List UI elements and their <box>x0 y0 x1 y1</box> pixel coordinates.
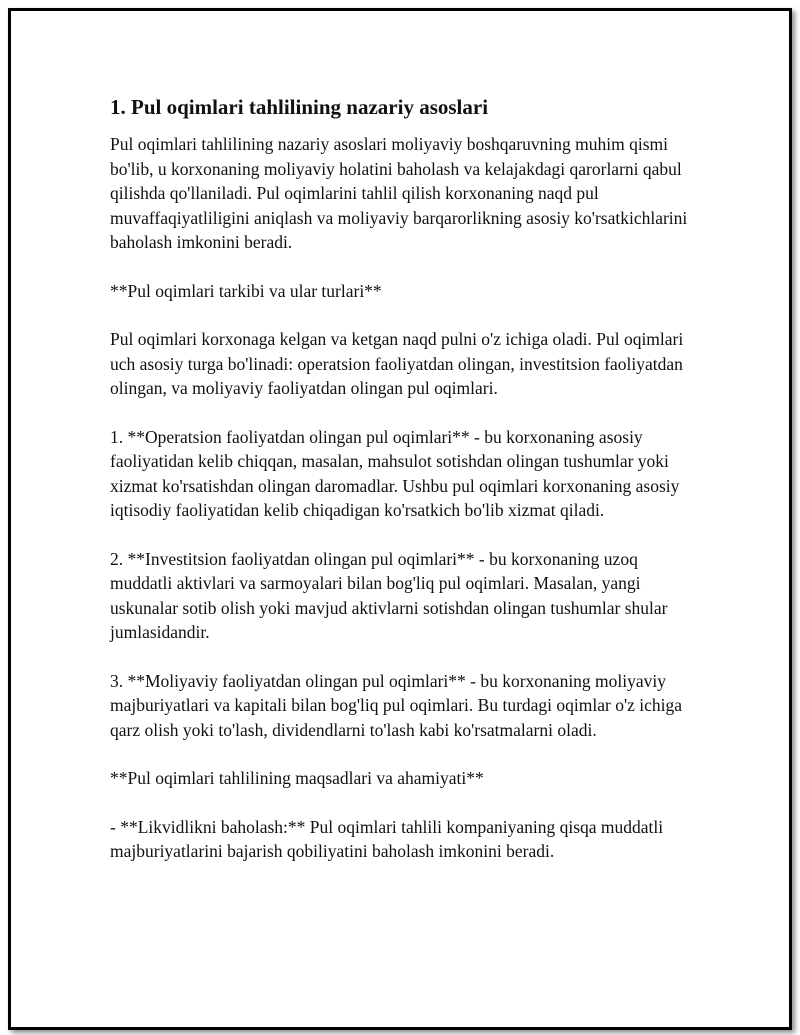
paragraph-section-heading-goals: **Pul oqimlari tahlilining maqsadlari va ahamiyati** <box>110 768 484 788</box>
paragraph-intro: Pul oqimlari tahlilining nazariy asoslari moliyaviy boshqaruvning muhim qismi bo'lib, u korxonaning moliyaviy holatini baholash va kelajakdagi qarorlarni qabul qilishda qo'llaniladi. Pul oqimlarini tahlil qilish korxonaning naqd pul muvaffaqiyatliligini aniqlash va moliyaviy barqarorlikning asosiy ko'rsatkichlarini baholash imkonini beradi. <box>110 134 688 252</box>
paragraph-section-heading-composition: **Pul oqimlari tarkibi va ular turlari** <box>110 280 382 301</box>
paragraph-operating-flows: 1. **Operatsion faoliyatdan olingan pul oqimlari** - bu korxonaning asosiy faoliyatidan kelib chiqqan, masalan, mahsulot sotishdan olingan tushumlar yoki xizmat ko'rsatishdan olingan daromadlar. Ushbu pul oqimlari korxonaning asosiy iqtisodiy faoliyatidan kelib chiqadigan ko'rsatkich bo'lib xizmat qiladi. <box>110 426 680 520</box>
document-body <box>110 94 690 864</box>
paragraph-cash-flow-types: Pul oqimlari korxonaga kelgan va ketgan naqd pulni o'z ichiga oladi. Pul oqimlari uch asosiy turga bo'linadi: operatsion faoliyatdan olingan, investitsion faoliyatdan olingan, va moliyaviy faoliyatdan olingan pul oqimlari. <box>110 329 684 398</box>
paragraph-financing-flows: 3. **Moliyaviy faoliyatdan olingan pul oqimlari** - bu korxonaning moliyaviy majburiyatlari va kapitali bilan bog'liq pul oqimlari. Bu turdagi oqimlar o'z ichiga qarz olish yoki to'lash, dividendlarni to'lash kabi ko'rsatmalarni oladi. <box>110 670 683 740</box>
paragraph-investing-flows: 2. **Investitsion faoliyatdan olingan pul oqimlari** - bu korxonaning uzoq muddatli aktivlari va sarmoyalari bilan bog'liq pul oqimlari. Masalan, yangi uskunalar sotib olish yoki mavjud aktivlarni sotishdan olingan tushumlar shular jumlasidandir. <box>110 548 668 642</box>
document-title: 1. Pul oqimlari tahlilining nazariy asoslari <box>110 95 489 119</box>
paragraph-liquidity: - **Likvidlikni baholash:** Pul oqimlari tahlili kompaniyaning qisqa muddatli majburiyatlarini bajarish qobiliyatini baholash imkonini beradi. <box>110 816 664 861</box>
